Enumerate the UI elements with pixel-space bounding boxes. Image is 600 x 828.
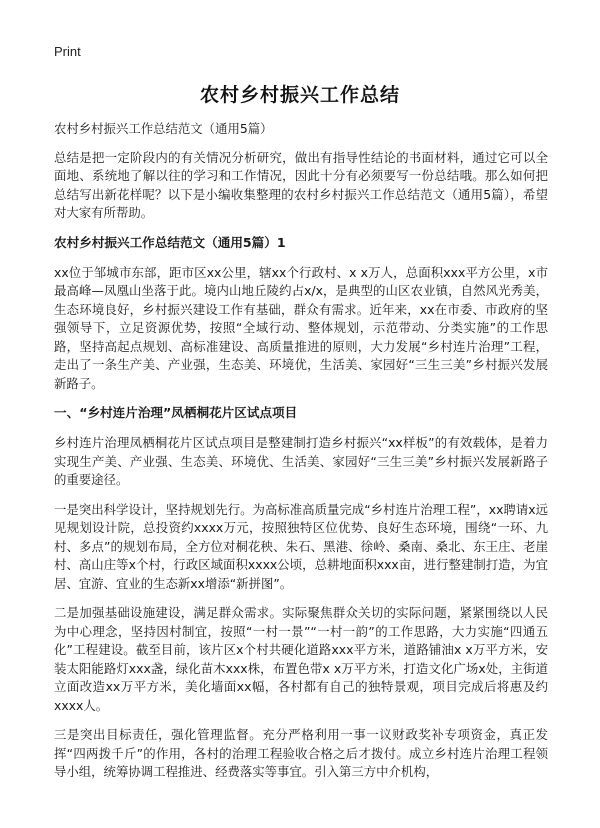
document-title: 农村乡村振兴工作总结 [199,84,400,106]
paragraph-4: 二是加强基础设施建设，满足群众需求。实际聚焦群众关切的实际问题，紧紧围绕以人民为中心理念，坚持因村制宜，按照“一村一景”“一村一韵”的工作思路，大力实施“四通五化”工程建设。截至目前，该片区x个村共硬化道路xxx平方米，道路铺油x x万平方米，安装太阳能路灯xxx盏，绿化苗木xxx株，布置色带x x万平方米，打造文化广场x处，主街道立面改造xx万平方米，美化墙面xx幅，各村都有自己的独特景观，项目完成后将惠及约xxxx人。 [54,605,548,713]
paragraph-5: 三是突出目标责任，强化管理监督。充分严格利用一事一议财政奖补专项资金，真正发挥“四两拨千斤”的作用，各村的治理工程验收合格之后才拨付。成立乡村连片治理工程领导小组，统筹协调工程推进、经费落实等事宜。引入第三方中介机构， [54,727,548,779]
document-body [54,120,548,793]
intro-paragraph: 总结是把一定阶段内的有关情况分析研究，做出有指导性结论的书面材料，通过它可以全面地、系统地了解以往的学习和工作情况，因此十分有必须要写一份总结哦。那么如何把总结写出新花样呢？以下是小编收集整理的农村乡村振兴工作总结范文（通用5篇），希望对大家有所帮助。 [54,149,548,220]
paragraph-3: 一是突出科学设计，坚持规划先行。为高标准高质量完成“乡村连片治理工程”，xx聘请x远见规划设计院，总投资约xxxx万元，按照独特区位优势、良好生态环境，围绕“一环、九村、多点”的规划布局，全方位对桐花秧、朱石、黑港、徐岭、桑南、桑北、东王庄、老崖村、高山庄等x个村，行政区域面积xxxx公顷，总耕地面积xxx亩，进行整建制打造，为宜居、宜游、宜业的生态新xx增添“新拼图”。 [54,501,548,591]
print-link[interactable]: Print [54,44,81,59]
section-heading-1: 农村乡村振兴工作总结范文（通用5篇）1 [54,234,286,250]
section-heading-2: 一、“乡村连片治理”凤栖桐花片区试点项目 [54,405,298,420]
subtitle: 农村乡村振兴工作总结范文（通用5篇） [54,121,273,136]
paragraph-1: xx位于邹城市东部，距市区xx公里，辖xx个行政村、x x万人，总面积xxx平方公里，x市最高峰—凤凰山坐落于此。境内山地丘陵约占x/x，是典型的山区农业镇，自然风光秀美，生态环境良好，乡村振兴建设工作有基础，群众有需求。近年来，xx在市委、市政府的坚强领导下，立足资源优势，按照“全域行动、整体规划，示范带动、分类实施”的工作思路，坚持高起点规划、高标准建设、高质量推进的原则，大力发展“乡村连片治理”工程，走出了一条生产美、产业强，生态美、环境优，生活美、家园好“三生三美”乡村振兴发展新路子。 [54,264,548,391]
paragraph-2: 乡村连片治理凤栖桐花片区试点项目是整建制打造乡村振兴“xx样板”的有效载体，是着力实现生产美、产业强、生态美、环境优、生活美、家园好“三生三美”乡村振兴发展新路子的重要途径。 [54,435,548,487]
